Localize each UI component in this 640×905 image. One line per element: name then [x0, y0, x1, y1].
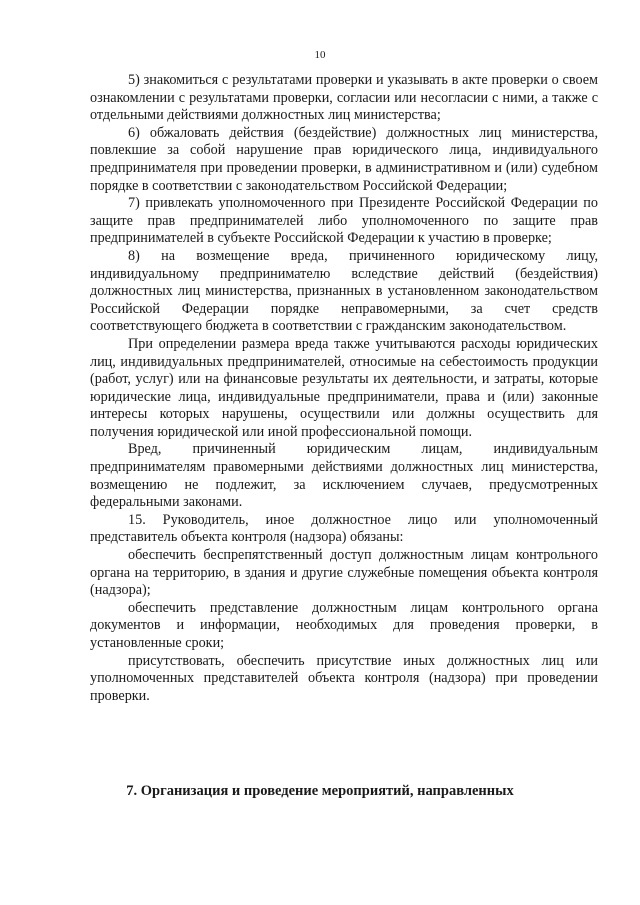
section-heading: 7. Организация и проведение мероприятий, направленных [126, 783, 514, 799]
paragraph-duty-access: обеспечить беспрепятственный доступ должностным лицам контрольного органа на территорию, в здания и другие служебные помещения объекта контроля (надзора); [90, 547, 598, 599]
paragraph-item-6: 6) обжаловать действия (бездействие) должностных лиц министерства, повлекшие за собой нарушение прав юридического лица, индивидуального предпринимателя при проведении проверки, в административном и (или) судебном порядке в соответствии с законодательством Российской Федерации; [90, 124, 598, 194]
paragraph-duty-documents: обеспечить представление должностным лицам контрольного органа документов и информации, необходимых для проведения проверки, в установленные сроки; [90, 599, 598, 651]
paragraph-item-8: 8) на возмещение вреда, причиненного юридическому лицу, индивидуальному предпринимателю вследствие действий (бездействия) должностных лиц министерства, признанных в установленном законодательством Российской Федерации порядке неправомерными, за счет средств соответствующего бюджета в соответствии с гражданским законодательством. [90, 247, 598, 335]
paragraph-clause-15: 15. Руководитель, иное должностное лицо или уполномоченный представитель объекта контроля (надзора) обязаны: [90, 511, 598, 546]
paragraph-item-7: 7) привлекать уполномоченного при Президенте Российской Федерации по защите прав предпринимателей либо уполномоченного по защите прав предпринимателей в субъекте Российской Федерации к участию в проверке; [90, 195, 598, 247]
document-body [90, 72, 598, 705]
paragraph-damage-calculation: При определении размера вреда также учитываются расходы юридических лиц, индивидуальных предпринимателей, относимые на себестоимость продукции (работ, услуг) или на финансовые результаты их деятельности, и затраты, которые юридические лица, индивидуальные предприниматели, права и (или) законные интересы которых нарушены, осуществили или должны осуществить для получения юридической или иной профессиональной помощи. [90, 335, 598, 440]
paragraph-duty-presence: присутствовать, обеспечить присутствие иных должностных лиц или уполномоченных представителей объекта контроля (надзора) при проведении проверки. [90, 652, 598, 704]
paragraph-damage-exception: Вред, причиненный юридическим лицам, индивидуальным предпринимателям правомерными действиями должностных лиц министерства, возмещению не подлежит, за исключением случаев, предусмотренных федеральными законами. [90, 441, 598, 511]
page-number: 10 [314, 49, 326, 61]
paragraph-item-5: 5) знакомиться с результатами проверки и указывать в акте проверки о своем ознакомлении с результатами проверки, согласии или несогласии с ними, а также с отдельными действиями должностных лиц министерства; [90, 72, 598, 124]
